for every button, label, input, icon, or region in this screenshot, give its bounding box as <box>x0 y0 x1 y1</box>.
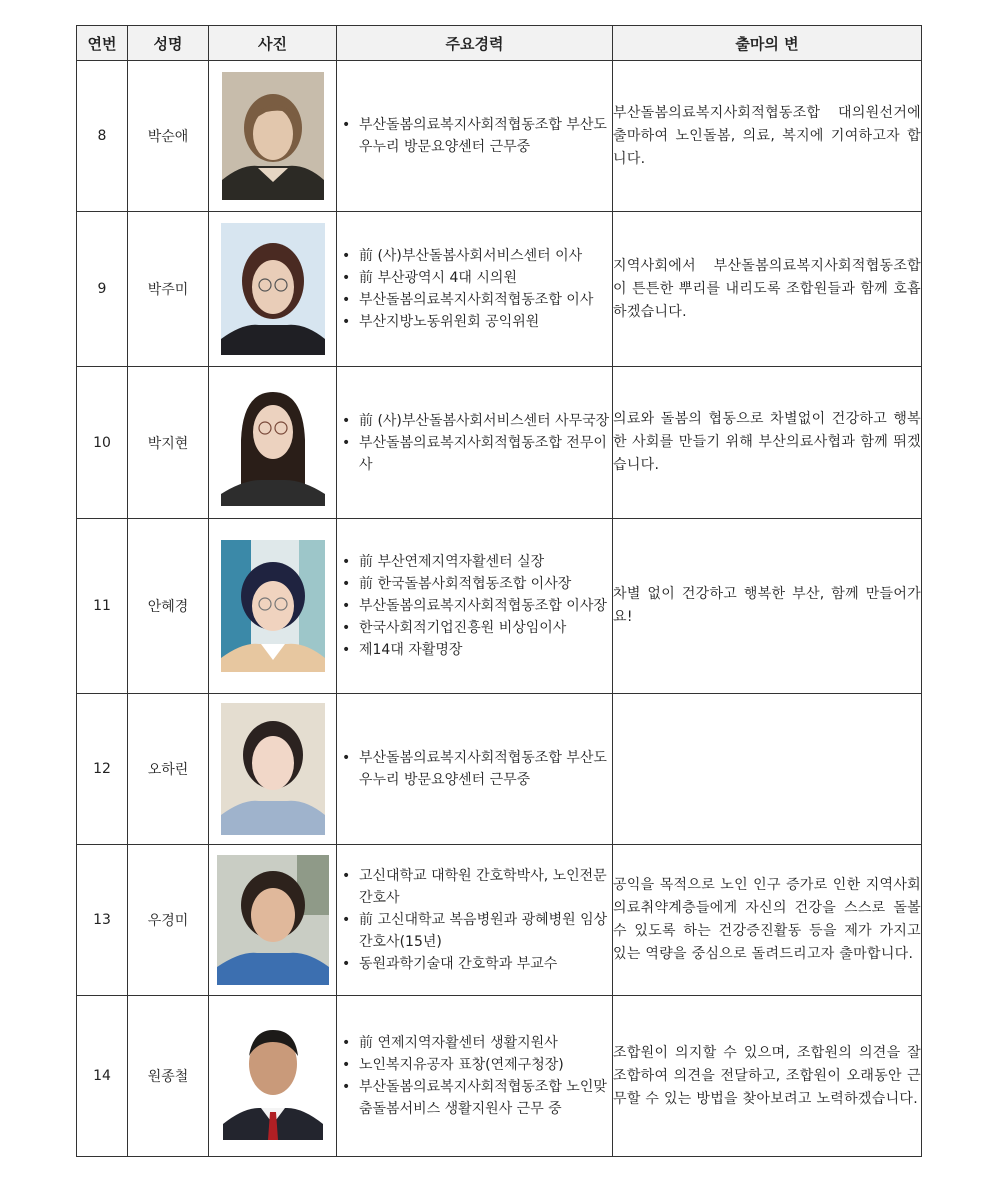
candidate-photo <box>221 380 325 506</box>
table-row <box>77 694 922 845</box>
candidate-name: 박주미 <box>128 212 209 367</box>
header-career: 주요경력 <box>337 26 613 61</box>
candidate-photo <box>221 540 325 672</box>
career-item: • 한국사회적기업진흥원 비상임이사 <box>337 617 612 639</box>
career-list <box>337 114 612 158</box>
header-row <box>77 26 922 61</box>
candidate-name: 우경미 <box>128 845 209 996</box>
candidate-photo <box>221 223 325 355</box>
candidate-statement: 지역사회에서 부산돌봄의료복지사회적협동조합이 튼튼한 뿌리를 내리도록 조합원들과 함께 호흡 하겠습니다. <box>613 212 922 367</box>
career-item: • 前 (사)부산돌봄사회서비스센터 사무국장 <box>337 410 612 432</box>
career-item: • 부산돌봄의료복지사회적협동조합 전무이사 <box>337 432 612 476</box>
career-item: • 前 (사)부산돌봄사회서비스센터 이사 <box>337 245 612 267</box>
candidate-photo <box>217 855 329 985</box>
career-item: • 부산돌봄의료복지사회적협동조합 이사 <box>337 289 612 311</box>
career-item: • 前 한국돌봄사회적협동조합 이사장 <box>337 573 612 595</box>
candidate-statement: 의료와 돌봄의 협동으로 차별없이 건강하고 행복한 사회를 만들기 위해 부산의료사협과 함께 뛰겠습니다. <box>613 367 922 519</box>
table-row <box>77 519 922 694</box>
table-row <box>77 996 922 1157</box>
candidate-name: 박순애 <box>128 61 209 212</box>
candidate-statement: 조합원이 의지할 수 있으며, 조합원의 의견을 잘 조합하여 의견을 전달하고, 조합원이 오래동안 근무할 수 있는 방법을 찾아보려고 노력하겠습니다. <box>613 996 922 1157</box>
table-row <box>77 845 922 996</box>
candidate-name: 안혜경 <box>128 519 209 694</box>
candidate-photo <box>223 1012 323 1140</box>
career-item: • 부산돌봄의료복지사회적협동조합 부산도우누리 방문요양센터 근무중 <box>337 114 612 158</box>
career-item: • 노인복지유공자 표창(연제구청장) <box>337 1054 612 1076</box>
career-item: • 부산돌봄의료복지사회적협동조합 노인맞춤돌봄서비스 생활지원사 근무 중 <box>337 1076 612 1120</box>
career-item: • 前 고신대학교 복음병원과 광혜병원 임상간호사(15년) <box>337 909 612 953</box>
table-row <box>77 367 922 519</box>
row-number: 14 <box>77 996 128 1157</box>
header-photo: 사진 <box>209 26 337 61</box>
candidate-photo <box>221 703 325 835</box>
candidate-name: 박지현 <box>128 367 209 519</box>
row-number: 10 <box>77 367 128 519</box>
career-list <box>337 551 612 661</box>
row-number: 8 <box>77 61 128 212</box>
career-list <box>337 245 612 333</box>
career-item: • 부산돌봄의료복지사회적협동조합 이사장 <box>337 595 612 617</box>
candidate-statement: 차별 없이 건강하고 행복한 부산, 함께 만들어가요! <box>613 519 922 694</box>
career-item: • 고신대학교 대학원 간호학박사, 노인전문간호사 <box>337 865 612 909</box>
candidate-statement: 공익을 목적으로 노인 인구 증가로 인한 지역사회의료취약계층들에게 자신의 건강을 스스로 돌볼 수 있도록 하는 건강증진활동 등을 제가 가지고 있는 역량을 중심으로 돌려드리고자 출마합니다. <box>613 845 922 996</box>
candidate-statement: 부산돌봄의료복지사회적협동조합 대의원선거에 출마하여 노인돌봄, 의료, 복지에 기여하고자 합니다. <box>613 61 922 212</box>
row-number: 12 <box>77 694 128 845</box>
career-item: • 부산돌봄의료복지사회적협동조합 부산도우누리 방문요양센터 근무중 <box>337 747 612 791</box>
candidate-statement <box>613 694 922 845</box>
career-item: • 동원과학기술대 간호학과 부교수 <box>337 953 612 975</box>
career-list <box>337 747 612 791</box>
header-name: 성명 <box>128 26 209 61</box>
career-item: • 前 부산광역시 4대 시의원 <box>337 267 612 289</box>
row-number: 13 <box>77 845 128 996</box>
career-list <box>337 1032 612 1120</box>
candidate-table <box>76 25 922 1157</box>
candidate-photo <box>222 72 324 200</box>
header-num: 연번 <box>77 26 128 61</box>
row-number: 11 <box>77 519 128 694</box>
row-number: 9 <box>77 212 128 367</box>
header-speech: 출마의 변 <box>613 26 922 61</box>
candidate-name: 원종철 <box>128 996 209 1157</box>
table-row <box>77 212 922 367</box>
career-item: • 前 부산연제지역자활센터 실장 <box>337 551 612 573</box>
career-list <box>337 410 612 476</box>
career-list <box>337 865 612 975</box>
career-item: • 제14대 자활명장 <box>337 639 612 661</box>
career-item: • 부산지방노동위원회 공익위원 <box>337 311 612 333</box>
table-row <box>77 61 922 212</box>
candidate-name: 오하린 <box>128 694 209 845</box>
career-item: • 前 연제지역자활센터 생활지원사 <box>337 1032 612 1054</box>
